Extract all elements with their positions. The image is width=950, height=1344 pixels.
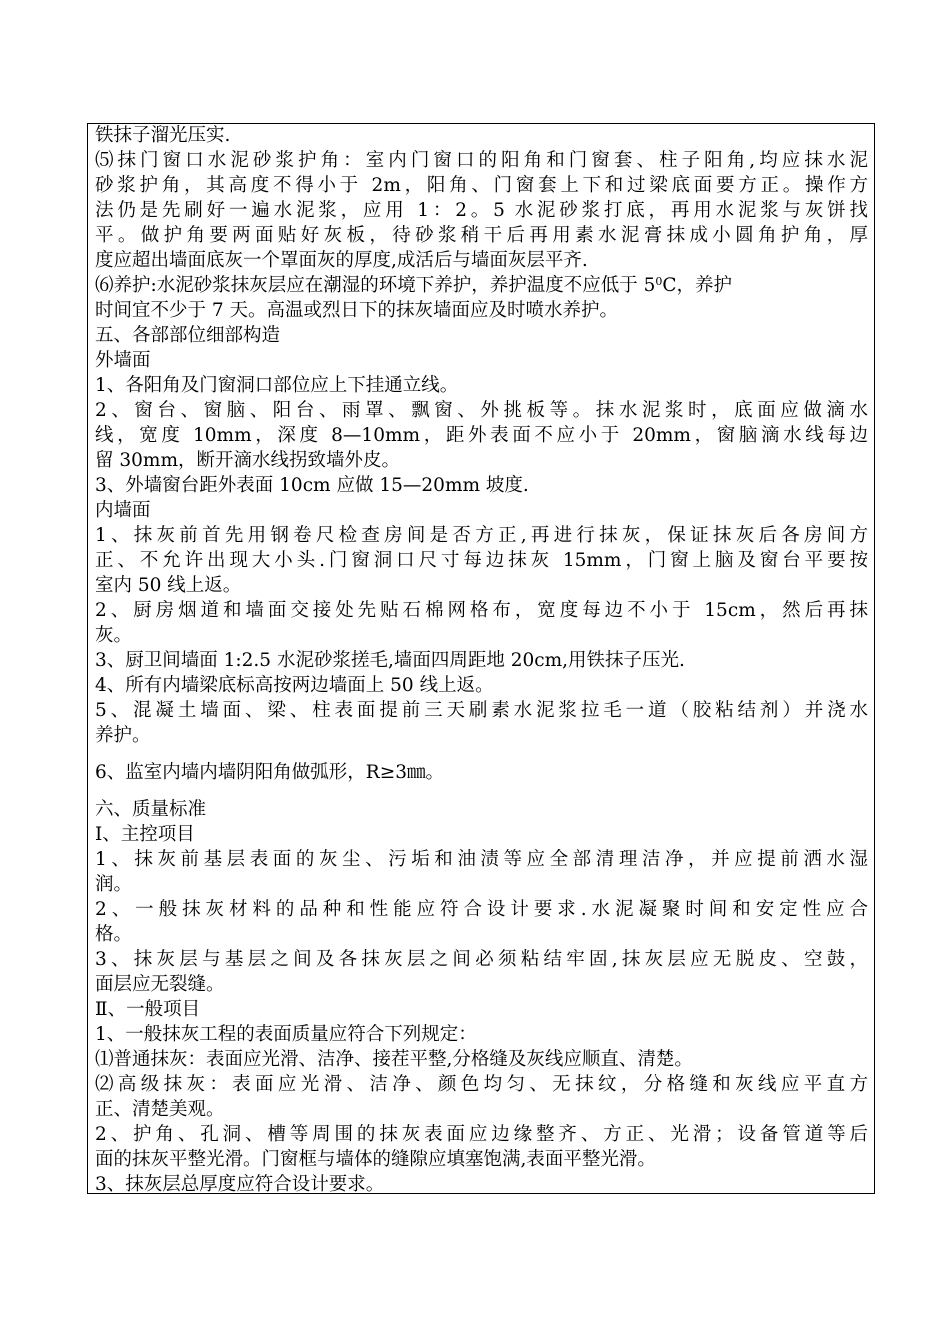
text-line: 室内 50 线上返。 <box>95 575 242 596</box>
text-line: 面的抹灰平整光滑。门窗框与墙体的缝隙应填塞饱满,表面平整光滑。 <box>95 1149 656 1170</box>
text-line: 1、各阳角及门窗洞口部位应上下挂通立线。 <box>95 375 459 396</box>
text-line: 3、厨卫间墙面 1:2.5 水泥砂浆搓毛,墙面四周距地 20cm,用铁抹子压光. <box>95 650 685 671</box>
text-line: 1、抹灰前首先用钢卷尺检查房间是否方正,再进行抹灰，保证抹灰后各房间方 <box>95 525 868 546</box>
text-line: 2、一般抹灰材料的品种和性能应符合设计要求.水泥凝聚时间和安定性应合 <box>95 899 868 920</box>
text-line: 灰。 <box>95 625 133 646</box>
text-line: 4、所有内墙梁底标高按两边墙面上 50 线上返。 <box>95 675 494 696</box>
text-line: 3、外墙窗台距外表面 10cm 应做 15—20mm 坡度. <box>95 475 529 496</box>
text-segment: C，养护 <box>662 275 733 296</box>
subsection-heading: Ⅰ、主控项目 <box>95 824 195 845</box>
subsection-heading: 外墙面 <box>95 350 151 371</box>
text-line: 1、抹灰前基层表面的灰尘、污垢和油渍等应全部清理洁净，并应提前洒水湿 <box>95 849 868 870</box>
text-line: 3、抹灰层与基层之间及各抹灰层之间必须粘结牢固,抹灰层应无脱皮、空鼓， <box>95 949 868 970</box>
text-line: 5、混凝土墙面、梁、柱表面提前三天刷素水泥浆拉毛一道（胶粘结剂）并浇水 <box>95 700 868 721</box>
text-line-with-superscript <box>95 273 732 299</box>
text-line: 面层应无裂缝。 <box>95 974 225 995</box>
degree-superscript: 0 <box>655 275 663 288</box>
text-line: 留 30mm，断开滴水线拐致墙外皮。 <box>95 450 401 471</box>
text-line: 时间宜不少于 7 天。高温或烈日下的抹灰墙面应及时喷水养护。 <box>95 300 619 321</box>
text-segment: ⑹养护:水泥砂浆抹灰层应在潮湿的环境下养护，养护温度不应低于 5 <box>95 275 656 296</box>
text-line: 润。 <box>95 874 133 895</box>
text-line: 6、监室内墙内墙阴阳角做弧形，R≥3㎜。 <box>95 762 444 783</box>
text-line: 线，宽度 10mm，深度 8—10mm，距外表面不应小于 20mm，窗脑滴水线每边 <box>95 425 868 446</box>
text-line: 养护。 <box>95 725 151 746</box>
text-line: 3、抹灰层总厚度应符合设计要求。 <box>95 1174 385 1195</box>
text-line: ⑴普通抹灰：表面应光滑、洁净、接茬平整,分格缝及灰线应顺直、清楚。 <box>95 1049 693 1070</box>
text-line: 格。 <box>95 924 133 945</box>
text-line: 平。做护角要两面贴好灰板，待砂浆稍干后再用素水泥膏抹成小圆角护角，厚 <box>95 225 868 246</box>
text-line: 2、护角、孔洞、槽等周围的抹灰表面应边缘整齐、方正、光滑；设备管道等后 <box>95 1124 868 1145</box>
subsection-heading: 内墙面 <box>95 500 151 521</box>
text-line: 正、清楚美观。 <box>95 1099 225 1120</box>
text-line: 法仍是先刷好一遍水泥浆，应用 1：2。5 水泥砂浆打底，再用水泥浆与灰饼找 <box>95 200 868 221</box>
section-heading: 五、各部部位细部构造 <box>95 325 281 346</box>
subsection-heading: Ⅱ、一般项目 <box>95 999 201 1020</box>
text-line: ⑵高级抹灰：表面应光滑、洁净、颜色均匀、无抹纹，分格缝和灰线应平直方 <box>95 1074 868 1095</box>
text-line: 2、厨房烟道和墙面交接处先贴石棉网格布，宽度每边不小于 15cm，然后再抹 <box>95 600 868 621</box>
text-line: ⑸抹门窗口水泥砂浆护角：室内门窗口的阳角和门窗套、柱子阳角,均应抹水泥 <box>95 150 868 171</box>
text-line: 1、一般抹灰工程的表面质量应符合下列规定： <box>95 1024 477 1045</box>
text-line: 正、不允许出现大小头.门窗洞口尺寸每边抹灰 15mm，门窗上脑及窗台平要按 <box>95 550 868 571</box>
text-line: 度应超出墙面底灰一个罩面灰的厚度,成活后与墙面灰层平齐. <box>95 250 588 271</box>
text-line: 2、窗台、窗脑、阳台、雨罩、飘窗、外挑板等。抹水泥浆时，底面应做滴水 <box>95 400 868 421</box>
text-line: 砂浆护角，其高度不得小于 2m，阳角、门窗套上下和过梁底面要方正。操作方 <box>95 175 868 196</box>
text-line: 铁抹子溜光压实. <box>95 125 231 146</box>
section-heading: 六、质量标准 <box>95 799 207 820</box>
